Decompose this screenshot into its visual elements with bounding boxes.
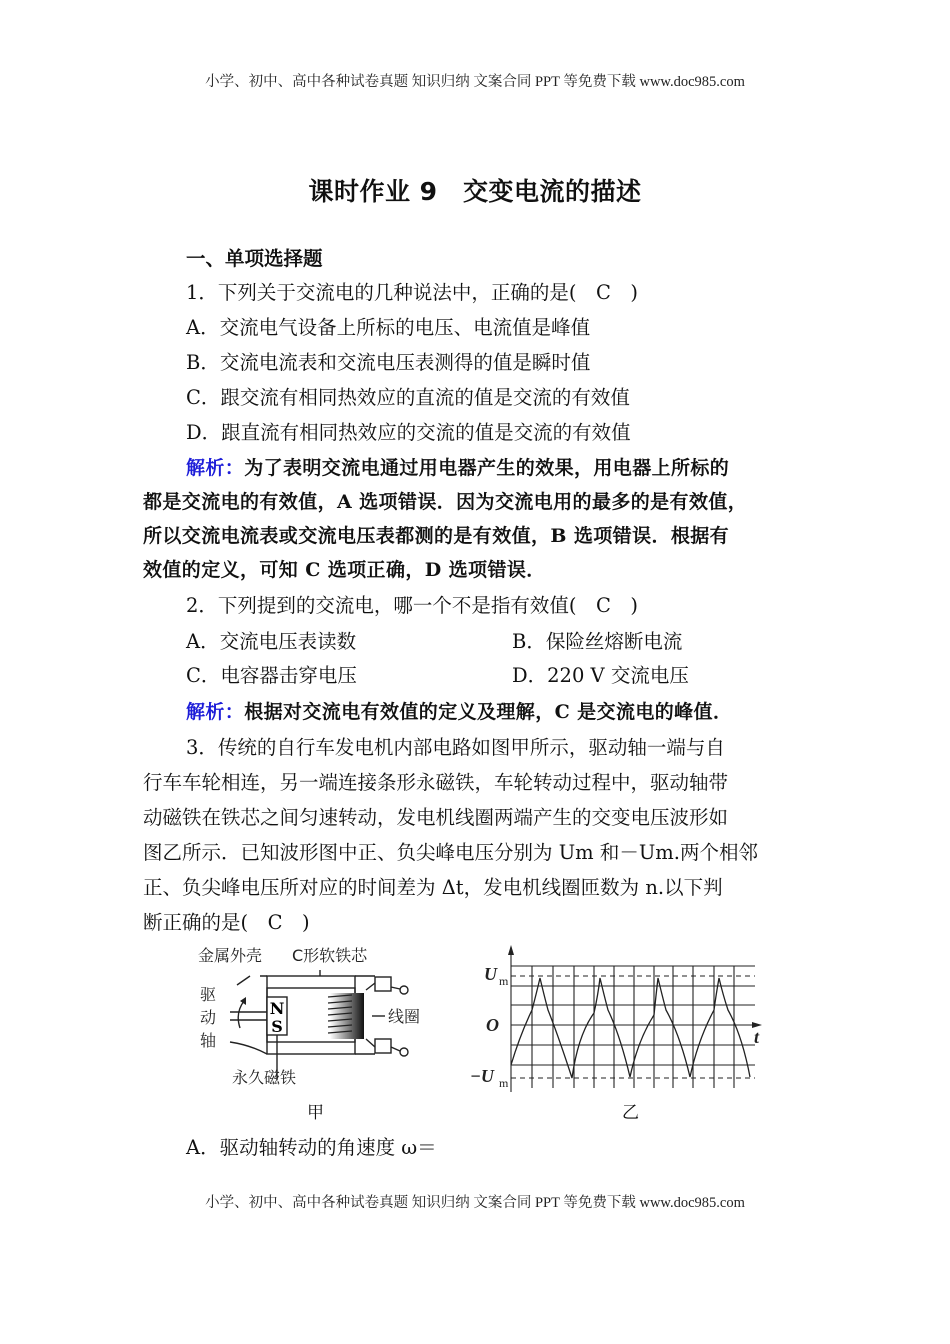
svg-text:t: t — [754, 1027, 760, 1047]
svg-text:驱: 驱 — [200, 985, 217, 1004]
q2-option-a: A．交流电压表读数 — [186, 630, 357, 653]
q1-stem: 1．下列关于交流电的几种说法中，正确的是( C ) — [186, 281, 639, 304]
header-watermark: 小学、初中、高中各种试卷真题 知识归纳 文案合同 PPT 等免费下载 www.doc985.com — [205, 74, 745, 90]
q3-line-4: 图乙所示．已知波形图中正、负尖峰电压分别为 Um 和－Um.两个相邻 — [143, 841, 758, 864]
svg-text:m: m — [499, 974, 509, 988]
svg-text:永久磁铁: 永久磁铁 — [232, 1068, 297, 1087]
analysis-label: 解析： — [186, 457, 245, 479]
q1-analysis-line-2: 都是交流电的有效值，A 选项错误．因为交流电用的最多的是有效值， — [143, 491, 748, 513]
figure-waveform-chart — [460, 935, 780, 1125]
q2-option-d: D．220 V 交流电压 — [512, 664, 689, 687]
page-title: 课时作业 9 交变电流的描述 — [308, 177, 642, 206]
q2-option-c: C．电容器击穿电压 — [186, 664, 357, 687]
q1-option-b: B．交流电流表和交流电压表测得的值是瞬时值 — [186, 351, 591, 374]
svg-text:C形软铁芯: C形软铁芯 — [292, 946, 368, 965]
q1-analysis-line-1: 解析：为了表明交流电通过用电器产生的效果，用电器上所标的 — [186, 457, 730, 479]
q1-analysis-line-4: 效值的定义，可知 C 选项正确，D 选项错误． — [143, 559, 546, 581]
q1-option-c: C．跟交流有相同热效应的直流的值是交流的有效值 — [186, 386, 630, 409]
svg-text:轴: 轴 — [200, 1031, 217, 1050]
q1-analysis-line-3: 所以交流电流表或交流电压表都测的是有效值，B 选项错误．根据有 — [143, 525, 730, 547]
q1-option-a: A．交流电气设备上所标的电压、电流值是峰值 — [186, 316, 591, 339]
svg-text:U: U — [484, 964, 497, 984]
q2-analysis: 解析：根据对交流电有效值的定义及理解，C 是交流电的峰值． — [186, 701, 733, 723]
svg-text:m: m — [499, 1076, 509, 1090]
q1-option-d: D．跟直流有相同热效应的交流的值是交流的有效值 — [186, 421, 631, 444]
q2-stem: 2．下列提到的交流电，哪一个不是指有效值( C ) — [186, 594, 639, 617]
analysis-label: 解析： — [186, 701, 245, 723]
q3-line-6: 断正确的是( C ) — [143, 911, 310, 934]
figure-jia-caption: 甲 — [307, 1103, 324, 1123]
figure-yi-caption: 乙 — [622, 1103, 639, 1123]
q3-line-5: 正、负尖峰电压所对应的时间差为 Δt，发电机线圈匝数为 n.以下判 — [143, 876, 723, 899]
q3-line-3: 动磁铁在铁芯之间匀速转动，发电机线圈两端产生的交变电压波形如 — [143, 806, 729, 829]
svg-text:O: O — [486, 1015, 499, 1035]
figure-generator-diagram — [180, 935, 460, 1125]
svg-text:金属外壳: 金属外壳 — [198, 946, 263, 965]
svg-text:−U: −U — [470, 1066, 494, 1086]
q3-option-a: A．驱动轴转动的角速度 ω＝ — [186, 1136, 437, 1159]
q2-option-b: B．保险丝熔断电流 — [512, 630, 683, 653]
svg-text:动: 动 — [200, 1008, 217, 1027]
svg-text:线圈: 线圈 — [388, 1007, 421, 1026]
svg-text:N: N — [269, 999, 285, 1018]
q3-line-1: 3．传统的自行车发电机内部电路如图甲所示，驱动轴一端与自 — [186, 736, 725, 759]
svg-text:S: S — [271, 1017, 283, 1036]
q3-line-2: 行车车轮相连，另一端连接条形永磁铁，车轮转动过程中，驱动轴带 — [143, 771, 729, 794]
footer-watermark: 小学、初中、高中各种试卷真题 知识归纳 文案合同 PPT 等免费下载 www.doc985.com — [205, 1195, 745, 1211]
section-heading: 一、单项选择题 — [186, 247, 323, 270]
